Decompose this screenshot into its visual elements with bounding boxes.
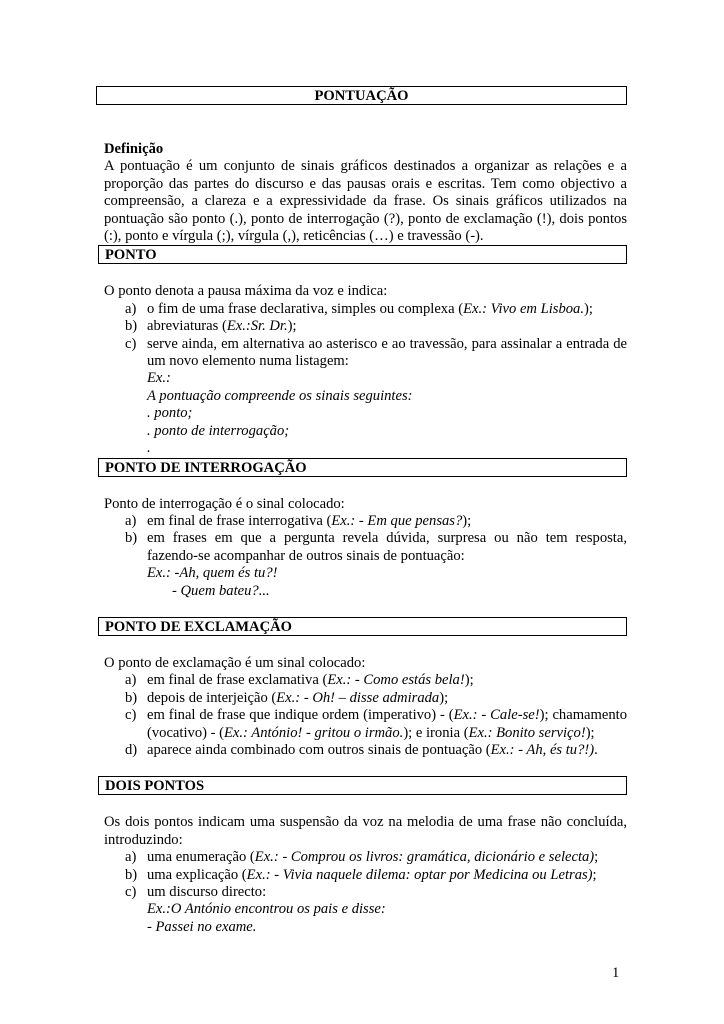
example-line bbox=[104, 370, 627, 387]
example-text: Ex.:Sr. Dr. bbox=[226, 318, 288, 335]
example-line bbox=[104, 901, 627, 918]
dois-pontos-list bbox=[104, 849, 627, 901]
example-text: Ex.: - Vivia naquele dilema: optar por Medicina ou Letras) bbox=[246, 866, 593, 883]
definition-text: A pontuação é um conjunto de sinais gráficos destinados a organizar as relações e a proporção das partes do discurso e das pausas orais e escritas. Tem como objectivo a compreensão, a clareza e a expressividade da frase. Os sinais gráficos utilizados na pontuação são ponto (.), ponto de interrogação (?), ponto de exclamação (!), dois pontos (:), ponto e vírgula (;), vírgula (,), reticências (…) e travessão (-). bbox=[104, 158, 627, 245]
ponto-intro: O ponto denota a pausa máxima da voz e indica: bbox=[104, 283, 388, 300]
list-marker: b) bbox=[125, 318, 138, 335]
example-text: Ex.: - Comprou os livros: gramática, dicionário e selecta) bbox=[254, 849, 595, 866]
list-text: depois de interjeição ( bbox=[147, 689, 277, 706]
list-item bbox=[104, 318, 627, 335]
list-text-end: ); bbox=[462, 512, 472, 529]
list-item bbox=[104, 513, 627, 530]
example-line bbox=[104, 440, 627, 457]
example-text: Ex.: Vivo em Lisboa. bbox=[463, 300, 585, 317]
list-marker: c) bbox=[125, 884, 137, 900]
list-text-end: ; bbox=[592, 866, 597, 883]
list-text-end: ); bbox=[287, 318, 297, 335]
section-heading-exclamacao: PONTO DE EXCLAMAÇÃO bbox=[98, 617, 627, 636]
example-line bbox=[104, 423, 627, 440]
example-text: - Passei no exame. bbox=[147, 918, 257, 935]
definition-label: Definição bbox=[104, 141, 164, 157]
exclamacao-intro: O ponto de exclamação é um sinal colocado: bbox=[104, 654, 366, 671]
list-marker: a) bbox=[125, 849, 137, 866]
list-marker: a) bbox=[125, 300, 137, 317]
list-item bbox=[104, 672, 627, 689]
list-item bbox=[104, 742, 627, 759]
list-marker: b) bbox=[125, 689, 138, 706]
list-text: em final de frase exclamativa ( bbox=[147, 672, 328, 689]
list-text-end: ); bbox=[439, 689, 449, 706]
example-text: Ex.: - Oh! – disse admirada bbox=[276, 689, 440, 706]
list-text-end: . bbox=[594, 741, 598, 758]
section-heading-ponto: PONTO bbox=[98, 245, 627, 264]
example-text: Ex.: - Em que pensas? bbox=[331, 512, 463, 529]
list-text: um discurso directo: bbox=[147, 884, 267, 900]
interrogacao-intro: Ponto de interrogação é o sinal colocado: bbox=[104, 495, 345, 512]
list-text-end: ); bbox=[585, 724, 595, 741]
list-text: em final de frase interrogativa ( bbox=[147, 512, 332, 529]
list-text: ); e ironia ( bbox=[403, 724, 469, 741]
list-text-end: ); bbox=[464, 672, 474, 689]
example-line bbox=[104, 565, 627, 582]
list-text: em frases em que a pergunta revela dúvida, surpresa ou não tem resposta, fazendo-se acompanhar de outros sinais de pontuação: bbox=[147, 530, 627, 564]
example-text: A pontuação compreende os sinais seguintes: bbox=[147, 387, 413, 404]
example-line bbox=[104, 919, 627, 936]
page-title: PONTUAÇÃO bbox=[96, 86, 627, 105]
list-text-end: ); bbox=[584, 300, 593, 317]
list-text-end: ; bbox=[594, 849, 599, 866]
list-item bbox=[104, 884, 627, 901]
example-text: Ex.: - Ah, és tu?!) bbox=[490, 741, 595, 758]
list-item bbox=[104, 867, 627, 884]
list-text: em final de frase que indique ordem (imperativo) - ( bbox=[147, 707, 454, 724]
exclamacao-list bbox=[104, 672, 627, 759]
example-text: - Quem bateu?... bbox=[172, 582, 270, 599]
example-text: Ex.: bbox=[147, 370, 171, 387]
list-text: uma enumeração ( bbox=[147, 849, 255, 866]
example-text: . ponto; bbox=[147, 405, 193, 422]
example-text: Ex.:O António encontrou os pais e disse: bbox=[147, 901, 386, 918]
example-text: Ex.: - Cale-se! bbox=[453, 707, 540, 724]
example-text: Ex.: António! - gritou o irmão. bbox=[224, 724, 404, 741]
interrogacao-list bbox=[104, 513, 627, 565]
list-marker: d) bbox=[125, 741, 138, 758]
example-text: Ex.: -Ah, quem és tu?! bbox=[147, 565, 278, 582]
list-item bbox=[104, 707, 627, 742]
document-content bbox=[104, 86, 627, 936]
list-item bbox=[104, 690, 627, 707]
example-text: Ex.: - Como estás bela! bbox=[327, 672, 465, 689]
list-item bbox=[104, 336, 627, 371]
list-item bbox=[104, 849, 627, 866]
example-line bbox=[104, 583, 627, 600]
list-marker: a) bbox=[125, 512, 137, 529]
list-text: serve ainda, em alternativa ao asterisco e ao travessão, para assinalar a entrada de um novo elemento numa listagem: bbox=[147, 335, 627, 370]
section-heading-interrogacao: PONTO DE INTERROGAÇÃO bbox=[98, 458, 627, 477]
list-marker: b) bbox=[125, 866, 138, 883]
ponto-list bbox=[104, 301, 627, 371]
example-text: Ex.: Bonito serviço! bbox=[468, 724, 586, 741]
page-number: 1 bbox=[612, 965, 620, 981]
example-line bbox=[104, 388, 627, 405]
list-text: o fim de uma frase declarativa, simples ou complexa ( bbox=[147, 300, 464, 317]
section-heading-dois-pontos: DOIS PONTOS bbox=[98, 776, 627, 795]
example-line bbox=[104, 405, 627, 422]
dois-pontos-intro: Os dois pontos indicam uma suspensão da voz na melodia de uma frase não concluída, introduzindo: bbox=[104, 814, 627, 848]
list-text: aparece ainda combinado com outros sinais de pontuação ( bbox=[147, 741, 491, 758]
list-marker: c) bbox=[125, 335, 137, 352]
list-item bbox=[104, 530, 627, 565]
list-text: abreviaturas ( bbox=[147, 318, 227, 335]
list-text: uma explicação ( bbox=[147, 866, 247, 883]
list-item bbox=[104, 301, 627, 318]
list-marker: a) bbox=[125, 672, 137, 689]
example-text: . ponto de interrogação; bbox=[147, 422, 290, 439]
example-text: . bbox=[147, 440, 151, 457]
list-text: ); chamamento (vocativo) - ( bbox=[147, 707, 627, 741]
list-marker: b) bbox=[125, 530, 138, 547]
list-marker: c) bbox=[125, 707, 137, 724]
